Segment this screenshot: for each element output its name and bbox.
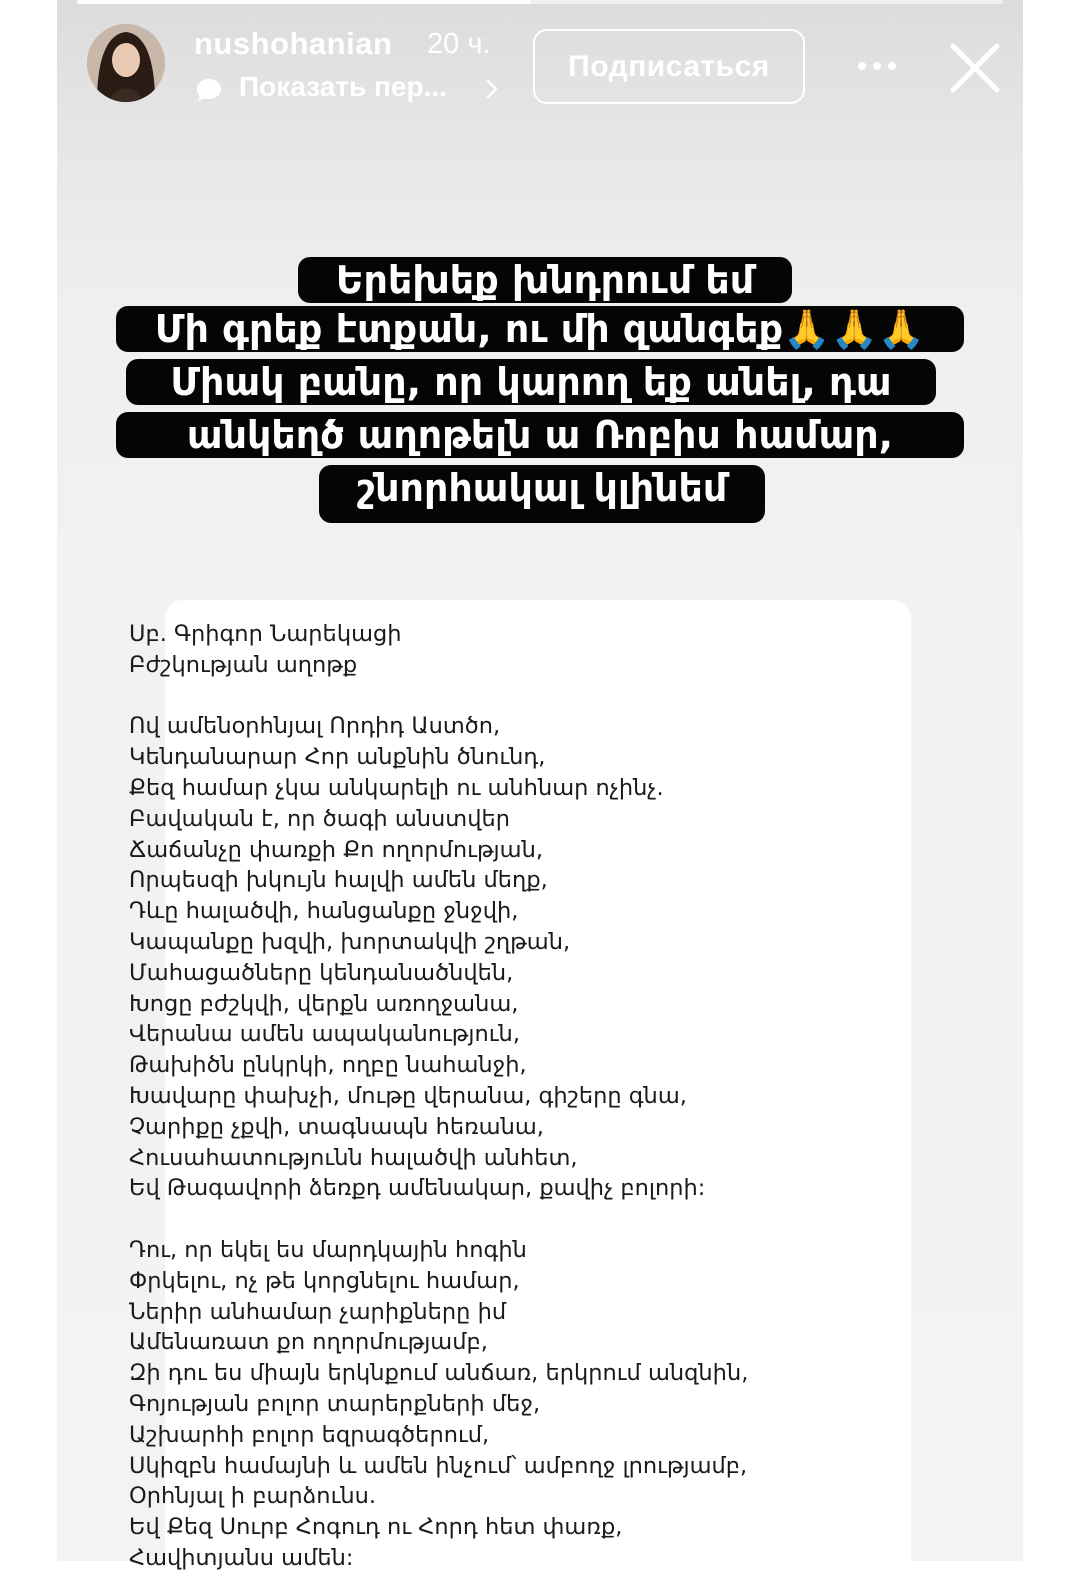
caption-line: անկեղծ աղոթելն ա Ռոբիս համար,	[116, 412, 964, 458]
document-subtitle: Բժշկության աղոթք	[129, 651, 358, 678]
verse-line: Բավական է, որ ծագի անստվեր	[129, 805, 510, 832]
document-text	[129, 619, 748, 1574]
verse-line: Քեզ համար չկա անկարելի ու անհնար ոչինչ.	[129, 774, 664, 801]
caption-line	[116, 306, 964, 352]
more-options-icon[interactable]	[855, 58, 899, 74]
caption-line: Երեխեք խնդրում եմ	[298, 257, 792, 303]
story-progress-fill	[77, 0, 531, 4]
praying-hands-emoji: 🙏🙏🙏	[783, 307, 926, 351]
story-timestamp: 20 ч.	[427, 28, 491, 60]
story-progress-bar	[77, 0, 1003, 4]
verse-line: Եվ Թագավորի ձեռքդ ամենակար, քավիչ բոլորի:	[129, 1175, 706, 1202]
verse-line: Դու, որ եկել ես մարդկային հոգին	[129, 1236, 527, 1263]
stanza-1	[129, 711, 748, 1204]
verse-line: Կապանքը խզվի, խորտակվի շղթան,	[129, 928, 571, 955]
chevron-right-icon[interactable]	[485, 78, 499, 100]
verse-line: Աշխարհի բոլոր եզրագծերում,	[129, 1421, 490, 1448]
verse-line: Կենդանարար Հոր անքնին ծնունդ,	[129, 744, 546, 771]
verse-line: Օրհնյալ ի բարձունս.	[129, 1483, 377, 1510]
verse-line: Թախիծն ընկրկի, ողբը նահանջի,	[129, 1052, 527, 1079]
verse-line: Խավարը փախչի, մութը վերանա, գիշերը գնա,	[129, 1082, 687, 1109]
verse-line: Զի դու ես միայն երկնքում անճառ, երկրում անզնին,	[129, 1360, 749, 1387]
verse-line: Մահացածները կենդանածնվեն,	[129, 959, 514, 986]
verse-line: Եվ Քեզ Սուրբ Հոգուդ ու Հորդ հետ փառք,	[129, 1514, 623, 1541]
verse-line: Հուսահատությունն հալածվի անհետ,	[129, 1144, 578, 1171]
translate-bubble-icon[interactable]	[195, 77, 223, 103]
username[interactable]: nushohanian	[194, 26, 393, 61]
verse-line: Խոցը բժշկվի, վերքն առողջանա,	[129, 990, 519, 1017]
document-title: Սբ. Գրիգոր Նարեկացի	[129, 621, 402, 647]
follow-button[interactable]: Подписаться	[533, 29, 805, 104]
verse-line: Հավիտյանս ամեն:	[129, 1544, 354, 1571]
caption-line: Միակ բանը, որ կարող եք անել, դա	[126, 359, 936, 405]
verse-line: Վերանա ամեն ապականություն,	[129, 1021, 520, 1048]
show-translation-link[interactable]: Показать пер...	[239, 71, 447, 102]
verse-line: Ճաճանչը փառքի Քո ողորմության,	[129, 836, 543, 863]
verse-line: Ամենառատ քո ողորմությամբ,	[129, 1329, 488, 1356]
verse-line: Ով ամենօրհնյալ Որդիդ Աստծո,	[129, 713, 501, 740]
verse-line: Սկիզբն համայնի և ամեն ինչում՝ ամբողջ լրությամբ,	[129, 1452, 748, 1479]
verse-line: Փրկելու, ոչ թե կորցնելու համար,	[129, 1267, 520, 1294]
caption-line-text: Մի գրեք էտքան, ու մի զանգեք	[154, 307, 784, 351]
verse-line: Գոյության բոլոր տարերքների մեջ,	[129, 1390, 541, 1417]
verse-line: Որպեսզի խկույն հալվի ամեն մեղք,	[129, 867, 548, 894]
verse-line: Դևը հալածվի, հանցանքը ջնջվի,	[129, 898, 519, 925]
avatar[interactable]	[87, 24, 165, 102]
stanza-2	[129, 1235, 748, 1574]
verse-line: Չարիքը չքվի, տագնապն հեռանա,	[129, 1113, 544, 1140]
verse-line: Ներիր անհամար չարիքները իմ	[129, 1298, 507, 1325]
caption-line: շնորհակալ կլինեմ	[319, 465, 765, 523]
close-icon[interactable]	[949, 42, 1001, 94]
